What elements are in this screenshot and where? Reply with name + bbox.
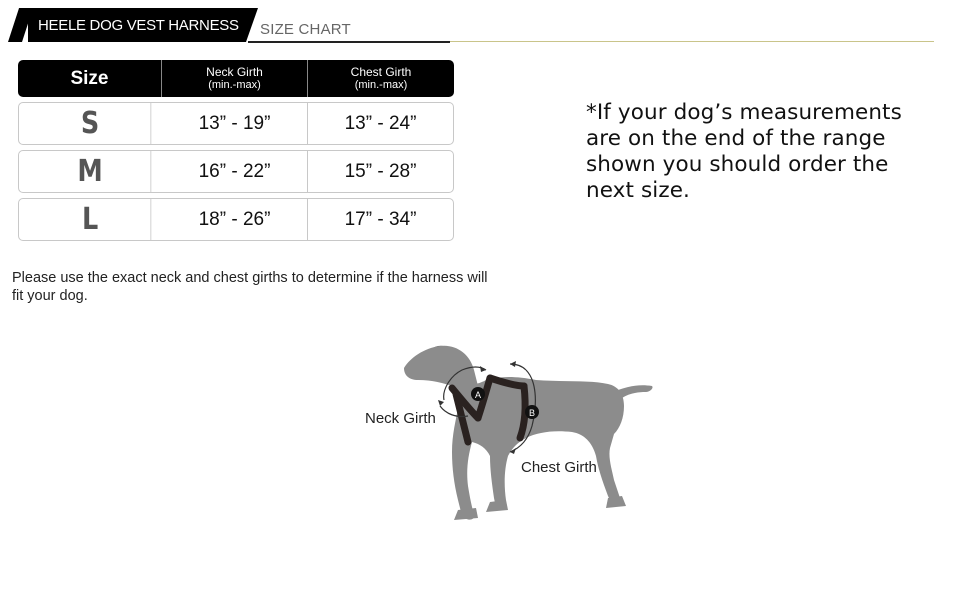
dog-measurement-diagram — [340, 330, 670, 530]
measurement-instructions: Please use the exact neck and chest girths to determine if the harness will fit your dog. — [12, 270, 488, 304]
table-row-l — [18, 198, 454, 241]
header-chest-label: Chest Girth — [350, 65, 412, 79]
size-cell: L — [30, 199, 152, 240]
marker-b-icon — [525, 405, 539, 419]
neck-girth-label: Neck Girth — [365, 410, 436, 427]
banner-title: HEELE DOG VEST HARNESS — [38, 17, 239, 34]
chest-cell: 17” - 34” — [344, 208, 417, 230]
marker-a-icon — [471, 387, 485, 401]
table-row-s — [18, 102, 454, 145]
neck-cell: 18” - 26” — [162, 199, 308, 240]
chest-cell: 15” - 28” — [344, 160, 417, 182]
sizing-note: *If your dog’s measurements are on the end of the range shown you should order the next size. — [586, 100, 902, 203]
banner-subtitle: SIZE CHART — [260, 21, 351, 38]
neck-cell: 13” - 19” — [162, 103, 308, 144]
banner-underline — [248, 41, 450, 43]
header-banner — [8, 8, 928, 44]
size-chart-table — [18, 60, 454, 241]
chest-cell: 13” - 24” — [344, 112, 417, 134]
chest-girth-label: Chest Girth — [521, 459, 597, 476]
header-chest-range: (min.-max) — [354, 79, 408, 91]
size-cell: M — [30, 151, 152, 192]
header-neck-girth — [162, 60, 308, 97]
marker-a-label: A — [474, 390, 482, 400]
table-header-row — [18, 60, 454, 97]
marker-b-label: B — [528, 408, 536, 418]
table-row-m — [18, 150, 454, 193]
header-size: Size — [18, 60, 162, 97]
banner-divider-line — [450, 41, 934, 42]
header-chest-girth — [308, 60, 454, 97]
size-cell: S — [30, 103, 152, 144]
header-neck-range: (min.-max) — [208, 79, 261, 91]
neck-cell: 16” - 22” — [162, 151, 308, 192]
header-neck-label: Neck Girth — [206, 65, 263, 79]
